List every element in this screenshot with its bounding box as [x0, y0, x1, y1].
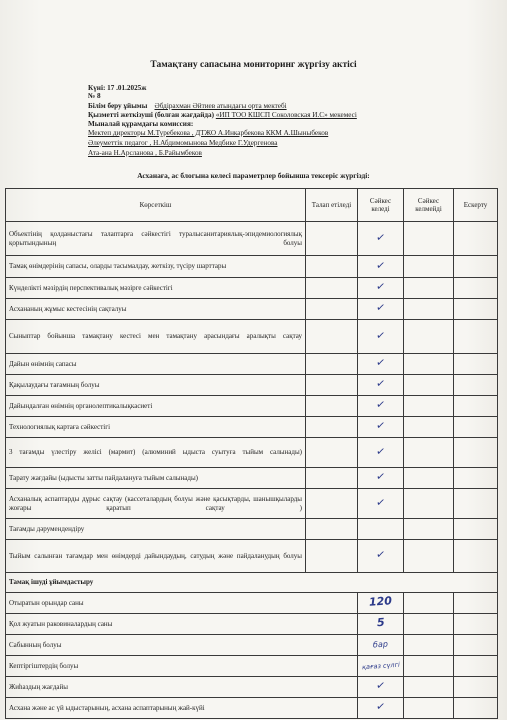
required-cell [306, 354, 358, 375]
org-value: Әбдірахман Әйтиев атындағы орта мектебі [154, 102, 287, 110]
noncompliant-cell [404, 354, 454, 375]
note-cell [454, 417, 498, 438]
compliant-cell [358, 468, 404, 489]
required-cell [306, 489, 358, 519]
check-mark-icon: ✓ [375, 547, 387, 562]
section-row [6, 573, 498, 593]
noncompliant-cell [404, 417, 454, 438]
note-cell [454, 635, 498, 656]
required-cell [306, 519, 358, 540]
check-mark-icon: ✓ [375, 300, 387, 315]
criterion-text: Дайындалған өнімнің органолептикалықкасиеті [6, 396, 306, 417]
table-row [6, 375, 498, 396]
compliant-cell [358, 614, 404, 635]
required-cell [306, 320, 358, 354]
table-row [6, 614, 498, 635]
note-cell [454, 354, 498, 375]
criterion-text: Сыныптар бойынша тамақтану кестесі мен тамақтану арасындағы аралықты сақтау [6, 320, 306, 354]
required-cell [306, 299, 358, 320]
compliant-cell [358, 299, 404, 320]
date-line: Күні: 17 .01.2025ж [88, 84, 147, 92]
col-note: Ескерту [454, 189, 498, 222]
required-cell [306, 417, 358, 438]
document-title: Тамақтану сапасына мониторинг жүргізу актісі [150, 60, 357, 70]
compliant-cell [358, 593, 404, 614]
required-cell [306, 396, 358, 417]
criterion-text: Тарату жағдайы (ыдысты затты пайдалануға тыйым салынады) [6, 468, 306, 489]
noncompliant-cell [404, 396, 454, 417]
handwritten-value: бар [372, 639, 389, 650]
table-row [6, 320, 498, 354]
criterion-text: Асхананың жұмыс кестесінің сақталуы [6, 299, 306, 320]
required-cell [306, 278, 358, 299]
compliant-cell [358, 396, 404, 417]
table-row [6, 222, 498, 256]
table-row [6, 540, 498, 573]
check-mark-icon: ✓ [375, 469, 387, 484]
criterion-text: Қақылаудағы тағамның болуы [6, 375, 306, 396]
table-row [6, 354, 498, 375]
compliant-cell [358, 417, 404, 438]
col-indicator: Көрсеткіш [6, 189, 306, 222]
supplier-line [88, 111, 357, 120]
noncompliant-cell [404, 278, 454, 299]
noncompliant-cell [404, 698, 454, 719]
noncompliant-cell [404, 540, 454, 573]
noncompliant-cell [404, 256, 454, 278]
compliant-cell [358, 635, 404, 656]
handwritten-value: 120 [368, 594, 393, 610]
note-cell [454, 320, 498, 354]
check-mark-icon: ✓ [375, 279, 387, 294]
criterion-text: Тамақ өнімдерінің сапасы, оларды тасымалдау, жеткізу, түсіру шарттары [6, 256, 306, 278]
criterion-text: Қол жуатын раковиналардың саны [6, 614, 358, 635]
required-cell [306, 468, 358, 489]
note-cell [454, 698, 498, 719]
compliant-cell [358, 278, 404, 299]
noncompliant-cell [404, 489, 454, 519]
noncompliant-cell [404, 320, 454, 354]
note-cell [454, 278, 498, 299]
commission-line-2: Әлеуметтік педагог , Н.Абдимомынова Медбике Г.Удергенова [88, 139, 278, 147]
required-cell [306, 256, 358, 278]
table-row [6, 593, 498, 614]
compliant-cell [358, 489, 404, 519]
org-label: Білім беру ұйымы [88, 102, 148, 110]
table-row [6, 396, 498, 417]
required-cell [306, 375, 358, 396]
criterion-text: Асхана және ас үй ыдыстарының, асхана аспаптарының жай-күйі [6, 698, 358, 719]
criterion-text: Объектінің қолданыстағы талаптарға сәйкестігі туралысанитариялық-эпидемиологиялық қорытындының болуы [6, 222, 306, 256]
col-compliant: Сәйкес келеді [358, 189, 404, 222]
criterion-text: Сабынның болуы [6, 635, 358, 656]
required-cell [306, 438, 358, 468]
criterion-text: Жиһаздың жағдайы [6, 677, 358, 698]
criterion-text: Тағамды дәрумендендіру [6, 519, 306, 540]
note-cell [454, 540, 498, 573]
note-cell [454, 656, 498, 677]
inspection-table [5, 188, 498, 719]
table-row [6, 635, 498, 656]
check-mark-icon: ✓ [375, 230, 387, 245]
note-cell [454, 614, 498, 635]
supplier-label: Қызметті жеткізуші (болған жағдайда) [88, 111, 215, 119]
note-cell [454, 375, 498, 396]
commission-label: Мыналай құрамдағы комиссия: [88, 120, 194, 128]
commission-line-1: Мектеп директоры М.Туребекова , ДТЖО А.Инкарбекова ККМ А.Шыныбеков [88, 129, 329, 137]
note-cell [454, 489, 498, 519]
noncompliant-cell [404, 222, 454, 256]
supplier-value: «ИП ТОО КШСП Соколовская И.С» мекемесі [215, 111, 357, 119]
compliant-cell [358, 519, 404, 540]
table-row [6, 489, 498, 519]
check-mark-icon: ✓ [375, 495, 387, 510]
check-mark-icon: ✓ [375, 678, 387, 693]
check-mark-icon: ✓ [375, 699, 387, 714]
note-cell [454, 468, 498, 489]
note-cell [454, 256, 498, 278]
compliant-cell [358, 677, 404, 698]
criterion-text: Дайын өнімнің сапасы [6, 354, 306, 375]
note-cell [454, 396, 498, 417]
compliant-cell [358, 375, 404, 396]
criterion-text: Тыйым салынған тағамдар мен өнімдерді дайындаудың, сатудың және пайдаланудың болуы [6, 540, 306, 573]
note-cell [454, 299, 498, 320]
criterion-text: Күнделікті мәзірдің перспективалық мәзірге сәйкестігі [6, 278, 306, 299]
check-mark-icon: ✓ [375, 258, 387, 273]
note-cell [454, 222, 498, 256]
criterion-text: Кептіргіштердің болуы [6, 656, 358, 677]
compliant-cell [358, 320, 404, 354]
noncompliant-cell [404, 468, 454, 489]
compliant-cell [358, 540, 404, 573]
commission-line-3: Ата-ана Н.Арсланова , Б.Райымбеков [88, 149, 202, 157]
criterion-text: Отыратын орындар саны [6, 593, 358, 614]
noncompliant-cell [404, 656, 454, 677]
criterion-text: Технологиялық картаға сәйкестігі [6, 417, 306, 438]
note-cell [454, 519, 498, 540]
col-required: Талап етіледі [306, 189, 358, 222]
check-mark-icon: ✓ [375, 397, 387, 412]
table-row [6, 417, 498, 438]
compliant-cell [358, 256, 404, 278]
compliant-cell [358, 222, 404, 256]
noncompliant-cell [404, 677, 454, 698]
criterion-text: Асханалық аспаптарды дұрыс сақтау (кассеталардың болуы және қасықтарды, шанышқыларды жоғары қаратып сақтау ) [6, 489, 306, 519]
required-cell [306, 222, 358, 256]
table-row [6, 278, 498, 299]
noncompliant-cell [404, 299, 454, 320]
section-title: Тамақ ішуді ұйымдастыру [6, 573, 498, 593]
noncompliant-cell [404, 519, 454, 540]
table-header-row [6, 189, 498, 222]
table-row [6, 438, 498, 468]
note-cell [454, 593, 498, 614]
check-mark-icon: ✓ [375, 328, 387, 343]
noncompliant-cell [404, 593, 454, 614]
compliant-cell [358, 656, 404, 677]
compliant-cell [358, 698, 404, 719]
table-row [6, 468, 498, 489]
inspection-subtitle: Асханаға, ас блогына келесі параметрлер бойынша тексеріс жүргізді: [137, 171, 370, 180]
table-row [6, 299, 498, 320]
criterion-text: 3 тағамды үлестіру желісі (мармит) (алюминий ыдыста суытуға тыйым салынады) [6, 438, 306, 468]
table-row [6, 519, 498, 540]
note-cell [454, 438, 498, 468]
noncompliant-cell [404, 375, 454, 396]
table-row [6, 656, 498, 677]
required-cell [306, 540, 358, 573]
compliant-cell [358, 354, 404, 375]
check-mark-icon: ✓ [375, 444, 387, 459]
act-number: № 8 [88, 92, 101, 100]
table-row [6, 698, 498, 719]
org-line [88, 102, 287, 111]
noncompliant-cell [404, 438, 454, 468]
check-mark-icon: ✓ [375, 376, 387, 391]
col-noncompliant: Сәйкес келмейді [404, 189, 454, 222]
handwritten-value: қағаз сүлгі [361, 660, 400, 672]
noncompliant-cell [404, 614, 454, 635]
check-mark-icon: ✓ [375, 355, 387, 370]
handwritten-value: 5 [376, 616, 385, 630]
note-cell [454, 677, 498, 698]
check-mark-icon: ✓ [375, 418, 387, 433]
table-row [6, 677, 498, 698]
table-row [6, 256, 498, 278]
noncompliant-cell [404, 635, 454, 656]
compliant-cell [358, 438, 404, 468]
